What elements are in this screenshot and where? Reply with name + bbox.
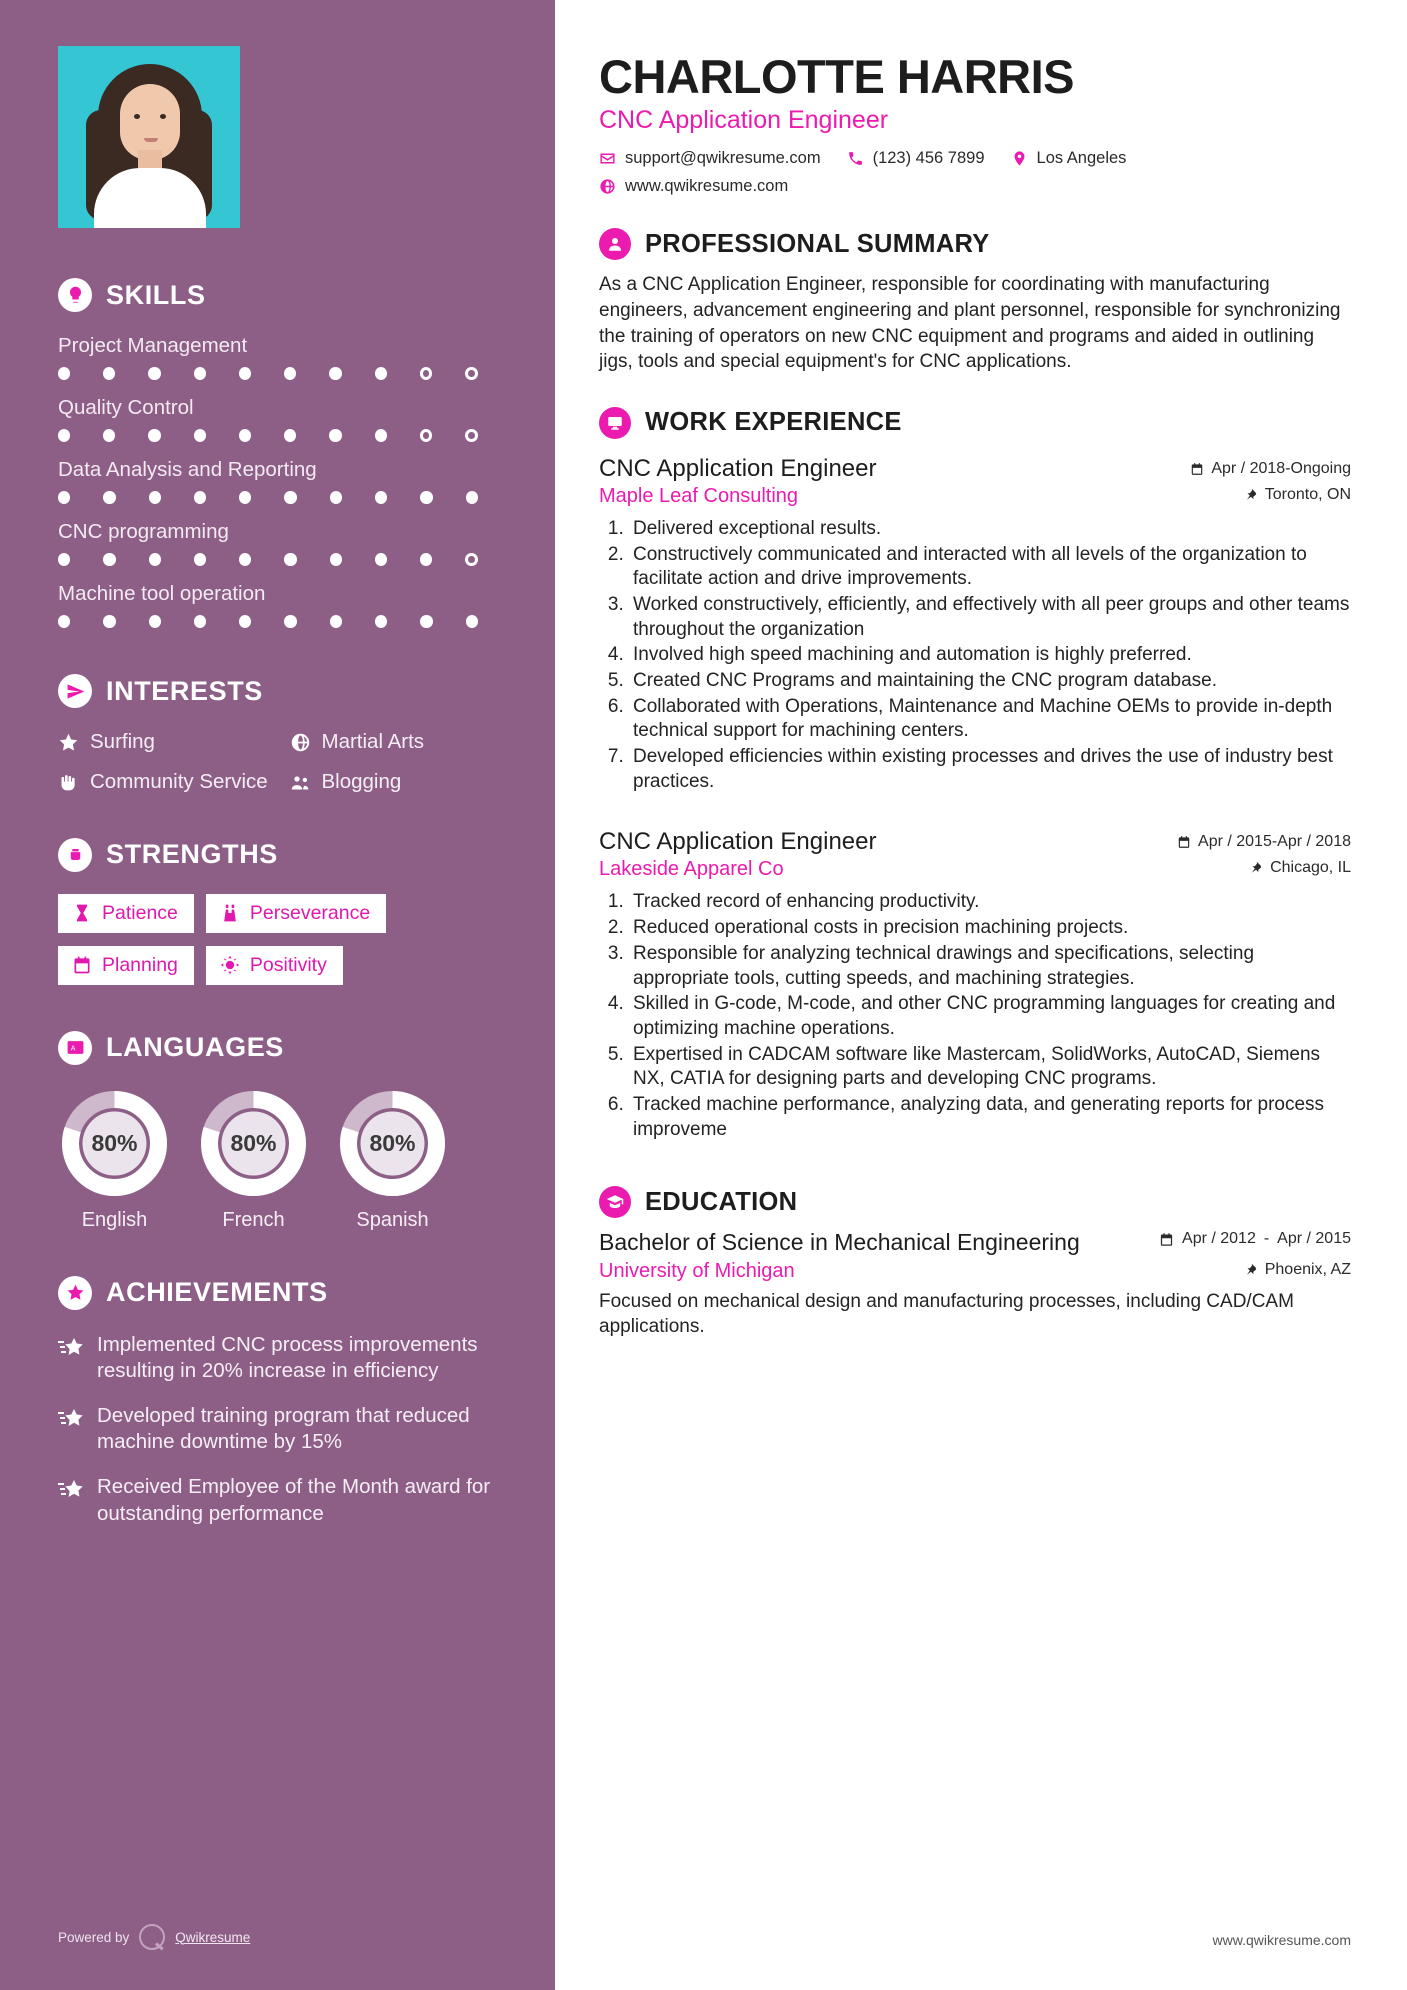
skill-name: CNC programming bbox=[58, 520, 229, 543]
skill-dot bbox=[103, 491, 115, 504]
summary-header bbox=[599, 228, 1351, 260]
job-location bbox=[1249, 859, 1351, 877]
interest-label: Blogging bbox=[321, 769, 402, 793]
skill-dot bbox=[239, 615, 251, 628]
calendar-icon bbox=[1177, 835, 1191, 849]
phone-text: (123) 456 7899 bbox=[872, 149, 985, 168]
skill-dot bbox=[103, 553, 115, 566]
strengths-title: STRENGTHS bbox=[106, 839, 278, 870]
education-school: University of Michigan bbox=[599, 1260, 795, 1283]
job-title: CNC Application Engineer bbox=[599, 454, 877, 482]
language-percent: 80% bbox=[230, 1129, 277, 1156]
interest-item bbox=[290, 730, 512, 754]
skill-dot bbox=[149, 615, 161, 628]
skill-dot bbox=[58, 491, 70, 504]
skill-dot bbox=[330, 491, 342, 504]
shooting-star-icon bbox=[58, 1479, 84, 1501]
achievement-text: Implemented CNC process improvements resulting in 20% increase in efficiency bbox=[97, 1332, 478, 1382]
skill-name: Machine tool operation bbox=[58, 582, 266, 605]
skill-dot bbox=[420, 367, 433, 380]
job-bullet: 5. Created CNC Programs and maintaining the CNC program database. bbox=[629, 669, 1351, 694]
skill-rating bbox=[58, 367, 511, 380]
star-badge-icon bbox=[58, 1276, 92, 1310]
interest-label: Surfing bbox=[90, 730, 155, 753]
envelope-icon bbox=[599, 150, 616, 167]
skill-dot bbox=[239, 429, 251, 442]
skill-dot bbox=[148, 429, 160, 442]
job-dates bbox=[1190, 460, 1351, 478]
page-title: CHARLOTTE HARRIS bbox=[599, 50, 1075, 103]
interest-item bbox=[290, 770, 512, 794]
education-entry bbox=[599, 1230, 1351, 1339]
language-ring bbox=[336, 1087, 449, 1200]
achievement-item bbox=[58, 1403, 511, 1455]
skill-dot bbox=[194, 491, 206, 504]
language-item bbox=[58, 1087, 171, 1232]
svg-text:A: A bbox=[70, 1044, 75, 1053]
skill-dot bbox=[149, 553, 161, 566]
language-percent: 80% bbox=[369, 1129, 416, 1156]
skill-dot bbox=[284, 553, 296, 566]
summary-text: As a CNC Application Engineer, responsible for coordinating with manufacturing engineers, advancement engineering and plant personnel, responsible for synchronizing the training of operators on new CNC equipment and programs and aided in outlining jigs, tools and special equipment's for CNC applications. bbox=[599, 274, 1341, 373]
skill-name: Project Management bbox=[58, 334, 248, 357]
interest-item bbox=[58, 730, 280, 754]
skill-dot bbox=[58, 615, 70, 628]
sidebar bbox=[0, 0, 555, 1990]
phone-icon bbox=[847, 150, 864, 167]
achievement-item bbox=[58, 1332, 511, 1384]
skill-row bbox=[58, 396, 511, 442]
languages-header bbox=[58, 1031, 511, 1065]
skills-header bbox=[58, 278, 511, 312]
contact-row-2 bbox=[599, 177, 1351, 196]
pin-icon bbox=[1249, 861, 1263, 875]
skill-dot bbox=[148, 367, 160, 380]
main-content bbox=[555, 0, 1407, 1990]
calendar-icon bbox=[1159, 1232, 1174, 1247]
paper-plane-icon bbox=[58, 674, 92, 708]
skill-dot bbox=[239, 491, 251, 504]
interest-label: Martial Arts bbox=[321, 730, 425, 753]
job-title: CNC Application Engineer bbox=[599, 828, 877, 856]
skill-dot bbox=[284, 429, 296, 442]
map-pin-icon bbox=[1011, 150, 1028, 167]
skill-dot bbox=[465, 367, 478, 380]
strengths-section bbox=[58, 838, 511, 985]
star-icon bbox=[58, 732, 79, 753]
skill-dot bbox=[239, 553, 251, 566]
skill-dot bbox=[420, 615, 432, 628]
job-entry bbox=[599, 828, 1351, 1142]
location-text: Los Angeles bbox=[1036, 149, 1127, 168]
skill-dot bbox=[329, 429, 341, 442]
location-contact bbox=[1011, 149, 1127, 168]
globe-icon bbox=[290, 732, 311, 753]
experience-title: WORK EXPERIENCE bbox=[645, 408, 902, 437]
lightbulb-icon bbox=[58, 278, 92, 312]
achievements-header bbox=[58, 1276, 511, 1310]
education-header bbox=[599, 1186, 1351, 1218]
skill-dot bbox=[239, 367, 251, 380]
skill-dot bbox=[466, 491, 478, 504]
job-bullet-list bbox=[599, 517, 1351, 795]
job-bullet: 2. Constructively communicated and interacted with all levels of the organization to facilitate action and drive improvements. bbox=[629, 543, 1351, 592]
job-bullet: 6. Tracked machine performance, analyzing data, and generating reports for process improveme bbox=[629, 1093, 1351, 1142]
skill-dot bbox=[284, 491, 296, 504]
pin-icon bbox=[1244, 488, 1258, 502]
skill-row bbox=[58, 458, 511, 504]
languages-section bbox=[58, 1031, 511, 1232]
skill-dot bbox=[330, 553, 342, 566]
strength-label: Planning bbox=[102, 953, 178, 976]
road-icon bbox=[220, 903, 240, 923]
languages-title: LANGUAGES bbox=[106, 1032, 284, 1063]
skill-dot bbox=[284, 615, 296, 628]
skill-dot bbox=[466, 615, 478, 628]
skill-dot bbox=[194, 615, 206, 628]
shooting-star-icon bbox=[58, 1408, 84, 1430]
interest-label: Community Service bbox=[90, 769, 268, 793]
interests-header bbox=[58, 674, 511, 708]
skill-row bbox=[58, 582, 511, 628]
skill-dot bbox=[194, 553, 206, 566]
education-description: Focused on mechanical design and manufacturing processes, including CAD/CAM applications. bbox=[599, 1291, 1294, 1338]
summary-title: PROFESSIONAL SUMMARY bbox=[645, 229, 990, 258]
job-dates-text: Apr / 2015-Apr / 2018 bbox=[1198, 833, 1351, 851]
interests-title: INTERESTS bbox=[106, 675, 263, 706]
skill-row bbox=[58, 520, 511, 566]
language-ring bbox=[58, 1087, 171, 1200]
website-contact[interactable] bbox=[599, 177, 788, 196]
skill-dot bbox=[58, 367, 70, 380]
skill-dot bbox=[375, 553, 387, 566]
job-dates bbox=[1177, 833, 1351, 851]
interest-item bbox=[58, 770, 280, 794]
skill-name: Data Analysis and Reporting bbox=[58, 458, 317, 481]
phone-contact[interactable] bbox=[847, 149, 985, 168]
skills-section bbox=[58, 278, 511, 628]
skill-dot bbox=[103, 429, 115, 442]
monitor-icon bbox=[599, 407, 631, 439]
achievement-text: Developed training program that reduced machine downtime by 15% bbox=[97, 1404, 470, 1454]
calendar-icon bbox=[72, 955, 92, 975]
experience-header bbox=[599, 407, 1351, 439]
contact-row-1 bbox=[599, 149, 1351, 168]
education-dates bbox=[1159, 1230, 1351, 1248]
skill-rating bbox=[58, 553, 511, 566]
powered-by-label: Powered by bbox=[58, 1929, 130, 1945]
strength-label: Patience bbox=[102, 901, 178, 924]
job-location-text: Chicago, IL bbox=[1270, 859, 1351, 877]
job-bullet: 4. Skilled in G-code, M-code, and other CNC programming languages for creating and optimizing machine operations. bbox=[629, 992, 1351, 1041]
skill-dot bbox=[465, 429, 478, 442]
skill-rating bbox=[58, 429, 511, 442]
language-name: English bbox=[81, 1208, 148, 1231]
interests-section bbox=[58, 674, 511, 794]
strength-label: Perseverance bbox=[249, 901, 371, 924]
skill-dot bbox=[465, 553, 478, 566]
strengths-header bbox=[58, 838, 511, 872]
skill-dot bbox=[284, 367, 296, 380]
job-bullet-list bbox=[599, 890, 1351, 1142]
skill-dot bbox=[420, 553, 432, 566]
skill-dot bbox=[194, 367, 206, 380]
qwikresume-link[interactable]: Qwikresume bbox=[175, 1929, 251, 1945]
shooting-star-icon bbox=[58, 1337, 84, 1359]
calendar-icon bbox=[1190, 462, 1204, 476]
achievements-title: ACHIEVEMENTS bbox=[106, 1277, 328, 1308]
skill-dot bbox=[375, 615, 387, 628]
job-location bbox=[1244, 486, 1351, 504]
language-name: French bbox=[222, 1208, 285, 1231]
job-bullet: 1. Delivered exceptional results. bbox=[629, 517, 1351, 542]
job-company: Lakeside Apparel Co bbox=[599, 858, 784, 881]
skill-dot bbox=[375, 429, 387, 442]
job-role-subtitle: CNC Application Engineer bbox=[599, 106, 889, 135]
skill-name: Quality Control bbox=[58, 396, 194, 419]
job-bullet: 5. Expertised in CADCAM software like Mastercam, SolidWorks, AutoCAD, Siemens NX, CATIA for designing parts and developing CNC programs. bbox=[629, 1043, 1351, 1092]
pin-icon bbox=[1244, 1263, 1258, 1277]
translate-icon bbox=[58, 1031, 92, 1065]
skill-dot bbox=[375, 367, 387, 380]
globe-icon bbox=[599, 178, 616, 195]
skill-rating bbox=[58, 615, 511, 628]
users-icon bbox=[290, 772, 311, 793]
skill-dot bbox=[329, 367, 341, 380]
sun-icon bbox=[220, 955, 240, 975]
language-item bbox=[336, 1087, 449, 1232]
strength-chip bbox=[58, 946, 194, 985]
job-bullet: 2. Reduced operational costs in precision machining projects. bbox=[629, 916, 1351, 941]
achievements-section bbox=[58, 1276, 511, 1527]
hand-icon bbox=[58, 772, 79, 793]
skill-dot bbox=[58, 553, 70, 566]
language-percent: 80% bbox=[91, 1129, 138, 1156]
skill-dot bbox=[149, 491, 161, 504]
education-date-end: Apr / 2015 bbox=[1277, 1230, 1351, 1248]
skill-dot bbox=[103, 615, 115, 628]
skill-rating bbox=[58, 491, 511, 504]
date-separator: - bbox=[1263, 1230, 1270, 1248]
skill-dot bbox=[194, 429, 206, 442]
user-icon bbox=[599, 228, 631, 260]
achievement-text: Received Employee of the Month award for outstanding performance bbox=[97, 1475, 491, 1525]
job-bullet: 3. Responsible for analyzing technical drawings and specifications, selecting appropriate tools, cutting speeds, and machining strategies. bbox=[629, 942, 1351, 991]
language-item bbox=[197, 1087, 310, 1232]
strength-chip bbox=[206, 946, 343, 985]
skill-dot bbox=[375, 491, 387, 504]
skill-dot bbox=[103, 367, 115, 380]
job-bullet: 7. Developed efficiencies within existing processes and drives the use of industry best practices. bbox=[629, 745, 1351, 794]
job-location-text: Toronto, ON bbox=[1264, 485, 1351, 503]
graduation-cap-icon bbox=[599, 1186, 631, 1218]
skill-dot bbox=[420, 491, 432, 504]
language-name: Spanish bbox=[356, 1208, 429, 1231]
website-text: www.qwikresume.com bbox=[625, 177, 789, 196]
job-company: Maple Leaf Consulting bbox=[599, 484, 799, 507]
main-footer-url[interactable]: www.qwikresume.com bbox=[1212, 1932, 1351, 1948]
avatar bbox=[58, 46, 240, 228]
achievement-item bbox=[58, 1474, 511, 1526]
skill-dot bbox=[58, 429, 70, 442]
strength-label: Positivity bbox=[249, 953, 327, 976]
job-bullet: 3. Worked constructively, efficiently, and effectively with all peer groups and other teams throughout the organization bbox=[629, 593, 1351, 642]
education-degree: Bachelor of Science in Mechanical Engineering bbox=[599, 1229, 1080, 1256]
skill-dot bbox=[330, 615, 342, 628]
education-title: EDUCATION bbox=[645, 1187, 798, 1216]
strength-chip bbox=[58, 894, 194, 933]
sidebar-footer bbox=[58, 1924, 250, 1950]
skill-dot bbox=[420, 429, 433, 442]
strength-chip bbox=[206, 894, 386, 933]
job-entry bbox=[599, 455, 1351, 795]
education-date-start: Apr / 2012 bbox=[1182, 1230, 1256, 1248]
job-dates-text: Apr / 2018-Ongoing bbox=[1211, 459, 1351, 477]
education-location-text: Phoenix, AZ bbox=[1264, 1261, 1351, 1279]
skills-title: SKILLS bbox=[106, 279, 206, 310]
qwikresume-logo-icon bbox=[139, 1924, 165, 1950]
email-contact[interactable] bbox=[599, 149, 821, 168]
job-bullet: 1. Tracked record of enhancing productivity. bbox=[629, 890, 1351, 915]
email-text: support@qwikresume.com bbox=[625, 149, 821, 168]
job-bullet: 4. Involved high speed machining and automation is highly preferred. bbox=[629, 643, 1351, 668]
education-location bbox=[1244, 1261, 1351, 1279]
skill-row bbox=[58, 334, 511, 380]
language-ring bbox=[197, 1087, 310, 1200]
fist-icon bbox=[58, 838, 92, 872]
hourglass-icon bbox=[72, 903, 92, 923]
job-bullet: 6. Collaborated with Operations, Maintenance and Machine OEMs to provide in-depth technical support for machining centers. bbox=[629, 695, 1351, 744]
